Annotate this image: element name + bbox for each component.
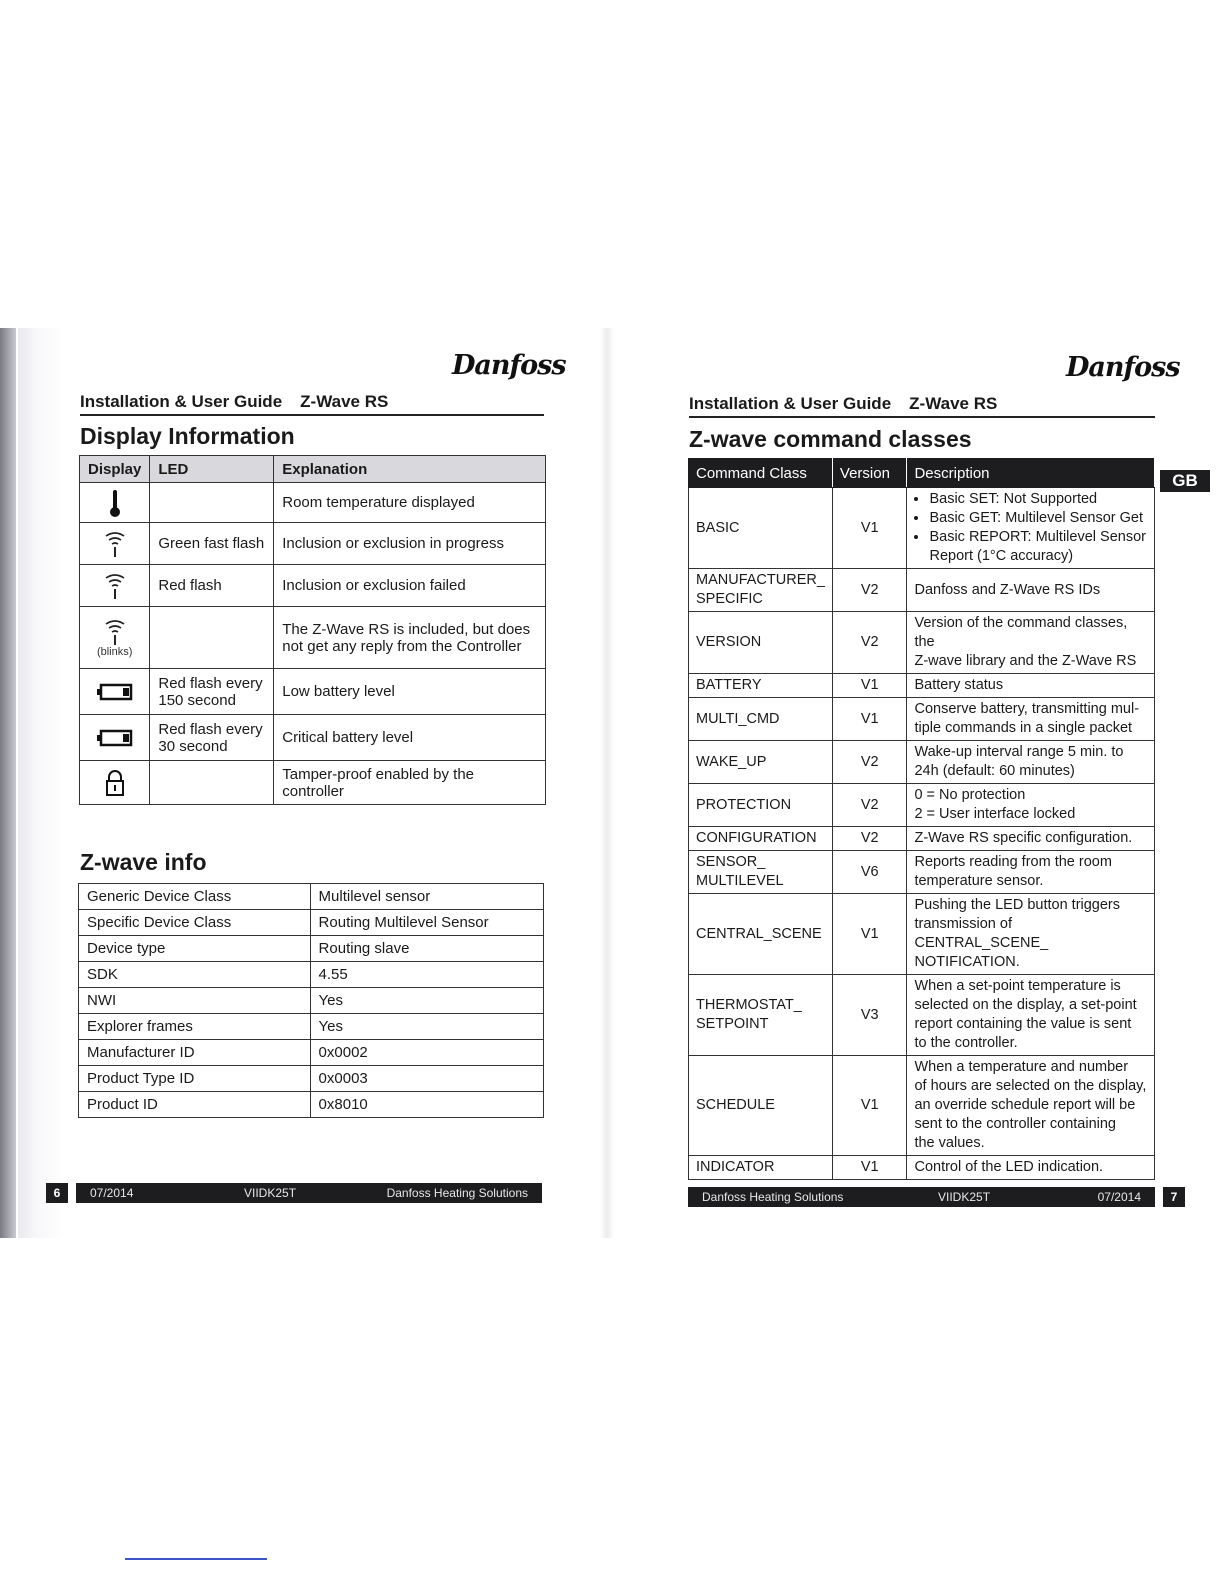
table-row [689, 975, 1155, 1056]
page-fold [600, 328, 614, 1238]
table-row [689, 488, 1155, 569]
signal-icon [80, 607, 150, 669]
zwave-info-title: Z-wave info [80, 849, 207, 875]
command-class-cell [689, 569, 833, 612]
info-value: 0x0002 [310, 1040, 543, 1066]
header-rule [689, 416, 1155, 418]
danfoss-logo-left: Danfoss [452, 350, 566, 381]
table-row [689, 851, 1155, 894]
command-class-line: SPECIFIC [696, 591, 763, 607]
description-line: When a temperature and number [914, 1059, 1129, 1075]
command-class-cell [689, 612, 833, 674]
description-cell [907, 851, 1155, 894]
info-label: Product ID [79, 1092, 311, 1118]
command-classes-title: Z-wave command classes [689, 426, 972, 452]
table-row [689, 784, 1155, 827]
description-bullet: • Basic REPORT: Multilevel Sensor Report (1°C accuracy) [929, 528, 1147, 566]
info-label: Device type [79, 936, 311, 962]
description-line: 24h (default: 60 minutes) [914, 763, 1075, 779]
col-header-led: LED [150, 456, 274, 483]
command-class-cell [689, 741, 833, 784]
description-cell [907, 975, 1155, 1056]
description-cell [907, 1056, 1155, 1156]
battery-low-icon [80, 669, 150, 715]
guide-title: Installation & User Guide [689, 394, 892, 413]
command-class-cell [689, 674, 833, 698]
command-class-line: MANUFACTURER_ [696, 572, 825, 588]
description-line: selected on the display, a set-point [914, 997, 1137, 1013]
table-row [79, 884, 544, 910]
info-value: Multilevel sensor [310, 884, 543, 910]
book-spine-shadow [0, 328, 16, 1238]
led-cell: Red flash [150, 565, 274, 607]
version-cell: V6 [832, 851, 907, 894]
command-class-line: THERMOSTAT_ [696, 997, 802, 1013]
table-row [689, 1056, 1155, 1156]
table-row [79, 1040, 544, 1066]
command-class-line: INDICATOR [696, 1159, 775, 1175]
header-rule [80, 414, 544, 416]
guide-title: Installation & User Guide [80, 392, 283, 411]
table-row [79, 1066, 544, 1092]
version-cell: V2 [832, 827, 907, 851]
description-line: When a set-point temperature is [914, 978, 1121, 994]
description-cell [907, 741, 1155, 784]
right-page-header [689, 394, 1015, 414]
description-line: the values. [914, 1135, 985, 1151]
footer-company: Danfoss Heating Solutions [702, 1190, 844, 1204]
description-cell [907, 827, 1155, 851]
command-class-cell [689, 1056, 833, 1156]
version-cell: V1 [832, 1156, 907, 1180]
led-cell: Red flash every 150 second [150, 669, 274, 715]
description-line: of hours are selected on the display, [914, 1078, 1147, 1094]
footer-date: 07/2014 [90, 1186, 134, 1200]
table-row [689, 569, 1155, 612]
description-line: to the controller. [914, 1035, 1018, 1051]
product-name: Z-Wave RS [300, 392, 389, 411]
info-value: Yes [310, 1014, 543, 1040]
version-cell: V1 [832, 488, 907, 569]
description-line: Control of the LED indication. [914, 1159, 1104, 1175]
command-class-cell [689, 784, 833, 827]
table-row [79, 1014, 544, 1040]
signal-icon [80, 565, 150, 607]
version-cell: V1 [832, 1056, 907, 1156]
explanation-cell: Low battery level [274, 669, 546, 715]
page-number-left: 6 [46, 1183, 68, 1203]
col-header-command-class: Command Class [689, 459, 833, 488]
explanation-cell: The Z-Wave RS is included, but does not get any reply from the Controller [274, 607, 546, 669]
version-cell: V2 [832, 741, 907, 784]
info-label: Product Type ID [79, 1066, 311, 1092]
description-line: Reports reading from the room [914, 854, 1112, 870]
command-class-line: BASIC [696, 519, 740, 536]
signal-icon [80, 523, 150, 565]
version-cell: V2 [832, 784, 907, 827]
version-cell: V2 [832, 612, 907, 674]
command-class-line: SCHEDULE [696, 1097, 775, 1113]
description-cell [907, 894, 1155, 975]
description-line: Conserve battery, transmitting mul- [914, 701, 1140, 717]
description-line: Wake-up interval range 5 min. to [914, 744, 1124, 760]
description-cell [907, 674, 1155, 698]
table-row [689, 1156, 1155, 1180]
description-cell [907, 488, 1155, 569]
info-label: Manufacturer ID [79, 1040, 311, 1066]
battery-low-icon [80, 715, 150, 761]
footer-company: Danfoss Heating Solutions [386, 1186, 528, 1200]
description-cell [907, 698, 1155, 741]
blinks-note: (blinks) [96, 645, 133, 658]
table-row [80, 669, 546, 715]
led-cell [150, 607, 274, 669]
command-class-cell [689, 698, 833, 741]
command-class-cell [689, 1156, 833, 1180]
description-line: Version of the command classes, the [914, 615, 1128, 650]
command-class-line: PROTECTION [696, 796, 792, 813]
table-row [80, 565, 546, 607]
description-bullet-list [914, 490, 1147, 566]
version-cell: V1 [832, 894, 907, 975]
stray-ink-line [125, 1558, 267, 1560]
description-line: temperature sensor. [914, 873, 1044, 889]
description-line: transmission of CENTRAL_SCENE_ [914, 916, 1049, 951]
led-cell: Green fast flash [150, 523, 274, 565]
description-line: 2 = User interface locked [914, 806, 1076, 822]
zwave-info-table [78, 883, 544, 1118]
explanation-cell: Room temperature displayed [274, 483, 546, 523]
table-header-row [689, 459, 1155, 488]
table-row [79, 936, 544, 962]
description-line: Danfoss and Z-Wave RS IDs [914, 581, 1101, 598]
description-bullet: • Basic GET: Multilevel Sensor Get [929, 509, 1147, 528]
description-line: an override schedule report will be [914, 1097, 1136, 1113]
col-header-description: Description [907, 459, 1155, 488]
command-class-cell [689, 975, 833, 1056]
table-row [689, 894, 1155, 975]
description-cell [907, 1156, 1155, 1180]
command-class-line: BATTERY [696, 677, 762, 693]
info-value: Routing Multilevel Sensor [310, 910, 543, 936]
command-classes-table [688, 458, 1155, 1180]
info-label: SDK [79, 962, 311, 988]
table-row [689, 698, 1155, 741]
footer-code: VIIDK25T [938, 1190, 991, 1204]
info-label: NWI [79, 988, 311, 1014]
description-line: report containing the value is sent [914, 1016, 1132, 1032]
info-value: 4.55 [310, 962, 543, 988]
description-bullet: • Basic SET: Not Supported [929, 490, 1147, 509]
padlock-icon [80, 761, 150, 805]
explanation-cell: Inclusion or exclusion in progress [274, 523, 546, 565]
version-cell: V2 [832, 569, 907, 612]
description-line: sent to the controller containing [914, 1116, 1116, 1132]
description-line: Battery status [914, 677, 1004, 693]
table-row [80, 483, 546, 523]
table-row [79, 962, 544, 988]
table-row [689, 612, 1155, 674]
table-row [80, 761, 546, 805]
footer-date: 07/2014 [1097, 1190, 1141, 1204]
table-row [80, 523, 546, 565]
footer-code: VIIDK25T [244, 1186, 297, 1200]
version-cell: V1 [832, 674, 907, 698]
description-line: tiple commands in a single packet [914, 720, 1133, 736]
description-line: NOTIFICATION. [914, 954, 1020, 970]
command-class-line: CENTRAL_SCENE [696, 925, 822, 942]
info-value: Yes [310, 988, 543, 1014]
description-cell [907, 784, 1155, 827]
command-class-cell [689, 851, 833, 894]
info-value: 0x0003 [310, 1066, 543, 1092]
info-value: Routing slave [310, 936, 543, 962]
language-tab-gb: GB [1160, 470, 1210, 492]
info-label: Generic Device Class [79, 884, 311, 910]
table-header-row [80, 456, 546, 483]
table-row [689, 827, 1155, 851]
explanation-cell: Tamper-proof enabled by the controller [274, 761, 546, 805]
command-classes-body [689, 488, 1155, 1180]
command-class-line: MULTI_CMD [696, 710, 780, 727]
description-cell [907, 569, 1155, 612]
thermometer-icon [80, 483, 150, 523]
description-line: Z-wave library and the Z-Wave RS [914, 653, 1137, 669]
command-class-cell [689, 488, 833, 569]
table-row [79, 910, 544, 936]
led-cell: Red flash every 30 second [150, 715, 274, 761]
table-row [80, 607, 546, 669]
info-value: 0x8010 [310, 1092, 543, 1118]
explanation-cell: Critical battery level [274, 715, 546, 761]
table-row [689, 674, 1155, 698]
command-class-line: VERSION [696, 634, 762, 650]
description-cell [907, 612, 1155, 674]
command-class-line: SENSOR_ [696, 854, 766, 870]
danfoss-logo-right: Danfoss [1066, 352, 1180, 383]
description-line: 0 = No protection [914, 787, 1026, 803]
table-row [689, 741, 1155, 784]
command-class-cell [689, 894, 833, 975]
left-footer-bar [76, 1183, 542, 1203]
info-label: Specific Device Class [79, 910, 311, 936]
command-class-line: WAKE_UP [696, 753, 767, 770]
display-info-table [79, 455, 546, 805]
product-name: Z-Wave RS [909, 394, 998, 413]
table-row [79, 1092, 544, 1118]
command-class-line: MULTILEVEL [696, 873, 784, 889]
version-cell: V3 [832, 975, 907, 1056]
col-header-explanation: Explanation [274, 456, 546, 483]
description-line: Pushing the LED button triggers [914, 897, 1121, 913]
command-class-line: SETPOINT [696, 1016, 769, 1032]
explanation-cell: Inclusion or exclusion failed [274, 565, 546, 607]
left-page-header [80, 392, 406, 412]
right-footer-bar [688, 1187, 1155, 1207]
col-header-display: Display [80, 456, 150, 483]
info-label: Explorer frames [79, 1014, 311, 1040]
description-line: Z-Wave RS specific configuration. [914, 830, 1133, 846]
led-cell [150, 483, 274, 523]
command-class-cell [689, 827, 833, 851]
command-class-line: CONFIGURATION [696, 830, 817, 846]
led-cell [150, 761, 274, 805]
table-row [79, 988, 544, 1014]
version-cell: V1 [832, 698, 907, 741]
page-number-right: 7 [1163, 1187, 1185, 1207]
col-header-version: Version [832, 459, 907, 488]
display-info-title: Display Information [80, 423, 295, 449]
table-row [80, 715, 546, 761]
